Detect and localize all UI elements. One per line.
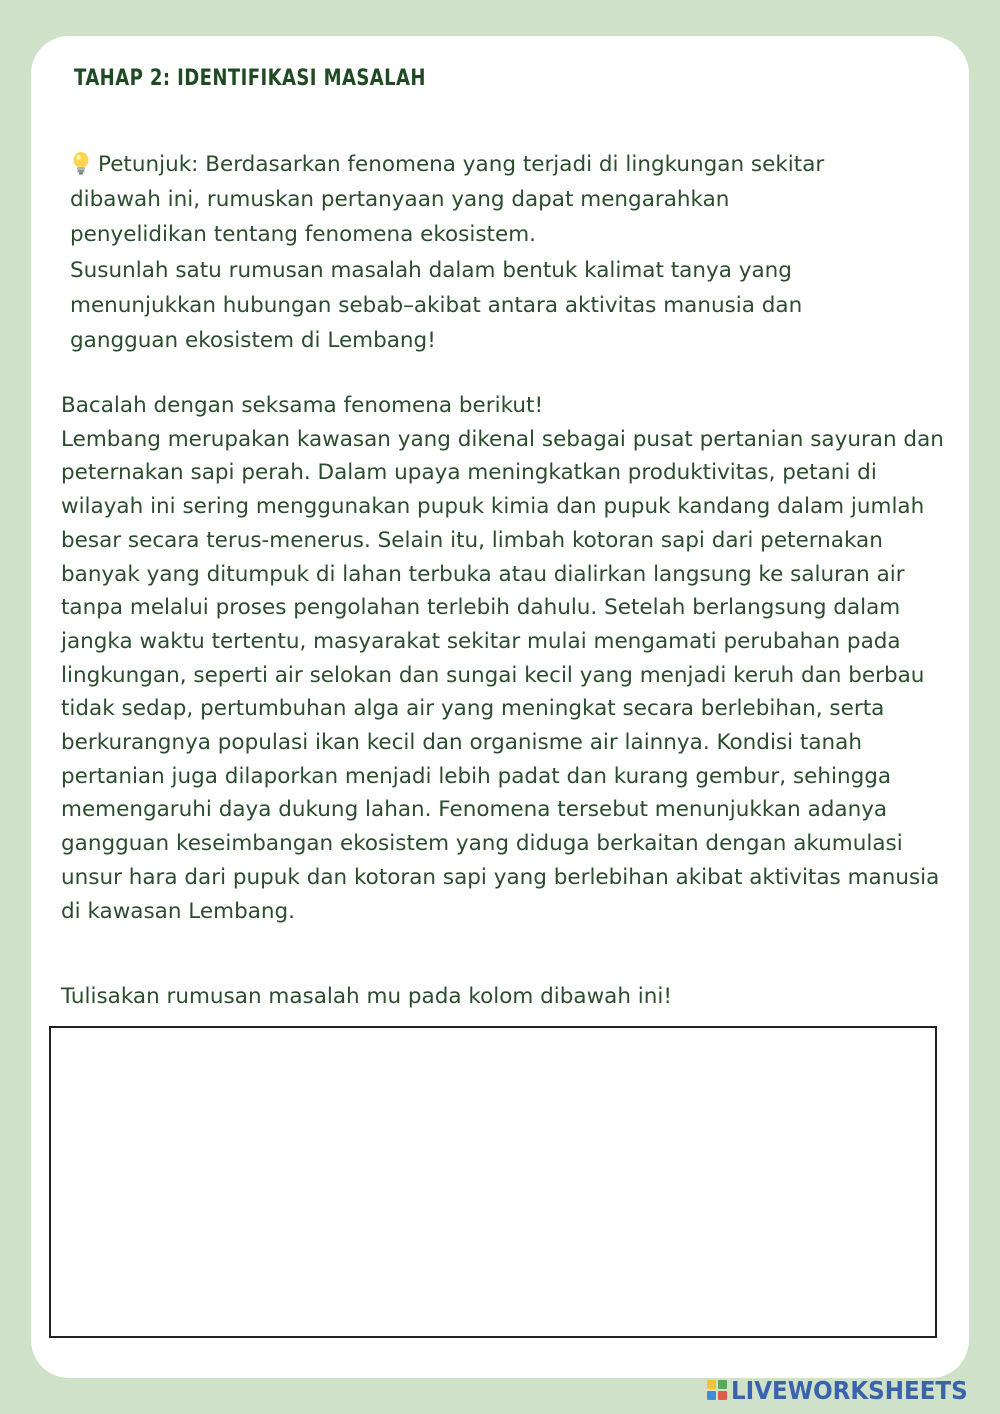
liveworksheets-brand: [707, 1375, 988, 1405]
instruction-block: [70, 147, 870, 358]
phenomenon-block: [61, 389, 961, 928]
answer-textarea[interactable]: [49, 1026, 937, 1338]
logo-tile-l: [707, 1380, 716, 1389]
brand-text: LIVEWORKSHEETS: [730, 1375, 968, 1405]
logo-tile-e: [718, 1391, 727, 1400]
answer-prompt: Tulisakan rumusan masalah mu pada kolom dibawah ini!: [61, 984, 672, 1009]
phenomenon-intro: Bacalah dengan seksama fenomena berikut!: [61, 393, 544, 418]
logo-tile-v: [707, 1391, 716, 1400]
instruction-text-1: Petunjuk: Berdasarkan fenomena yang terjadi di lingkungan sekitar dibawah ini, rumuskan pertanyaan yang dapat mengarahkan penyelidikan tentang fenomena ekosistem.: [70, 152, 825, 248]
liveworksheets-logo-icon: [707, 1380, 727, 1400]
logo-tile-i: [718, 1380, 727, 1389]
instruction-line-1: [70, 147, 870, 253]
lightbulb-icon: [70, 151, 92, 175]
instruction-text-2: Susunlah satu rumusan masalah dalam bentuk kalimat tanya yang menunjukkan hubungan sebab–akibat antara aktivitas manusia dan gangguan ekosistem di Lembang!: [70, 257, 803, 354]
phenomenon-text: Lembang merupakan kawasan yang dikenal sebagai pusat pertanian sayuran dan peternakan sapi perah. Dalam upaya meningkatkan produktivitas, petani di wilayah ini sering menggunakan pupuk kimia dan pupuk kandang dalam jumlah besar secara terus-menerus. Selain itu, limbah kotoran sapi dari peternakan banyak yang ditumpuk di lahan terbuka atau dialirkan langsung ke saluran air tanpa melalui proses pengolahan terlebih dahulu. Setelah berlangsung dalam jangka waktu tertentu, masyarakat sekitar mulai mengamati perubahan pada lingkungan, seperti air selokan dan sungai kecil yang menjadi keruh dan berbau tidak sedap, pertumbuhan alga air yang meningkat secara berlebihan, serta berkurangnya populasi ikan kecil dan organisme air lainnya. Kondisi tanah pertanian juga dilaporkan menjadi lebih padat dan kurang gembur, sehingga memengaruhi daya dukung lahan. Fenomena tersebut menunjukkan adanya gangguan keseimbangan ekosistem yang diduga berkaitan dengan akumulasi unsur hara dari pupuk dan kotoran sapi yang berlebihan akibat aktivitas manusia di kawasan Lembang.: [61, 426, 944, 924]
stage-title: TAHAP 2: IDENTIFIKASI MASALAH: [74, 66, 426, 91]
